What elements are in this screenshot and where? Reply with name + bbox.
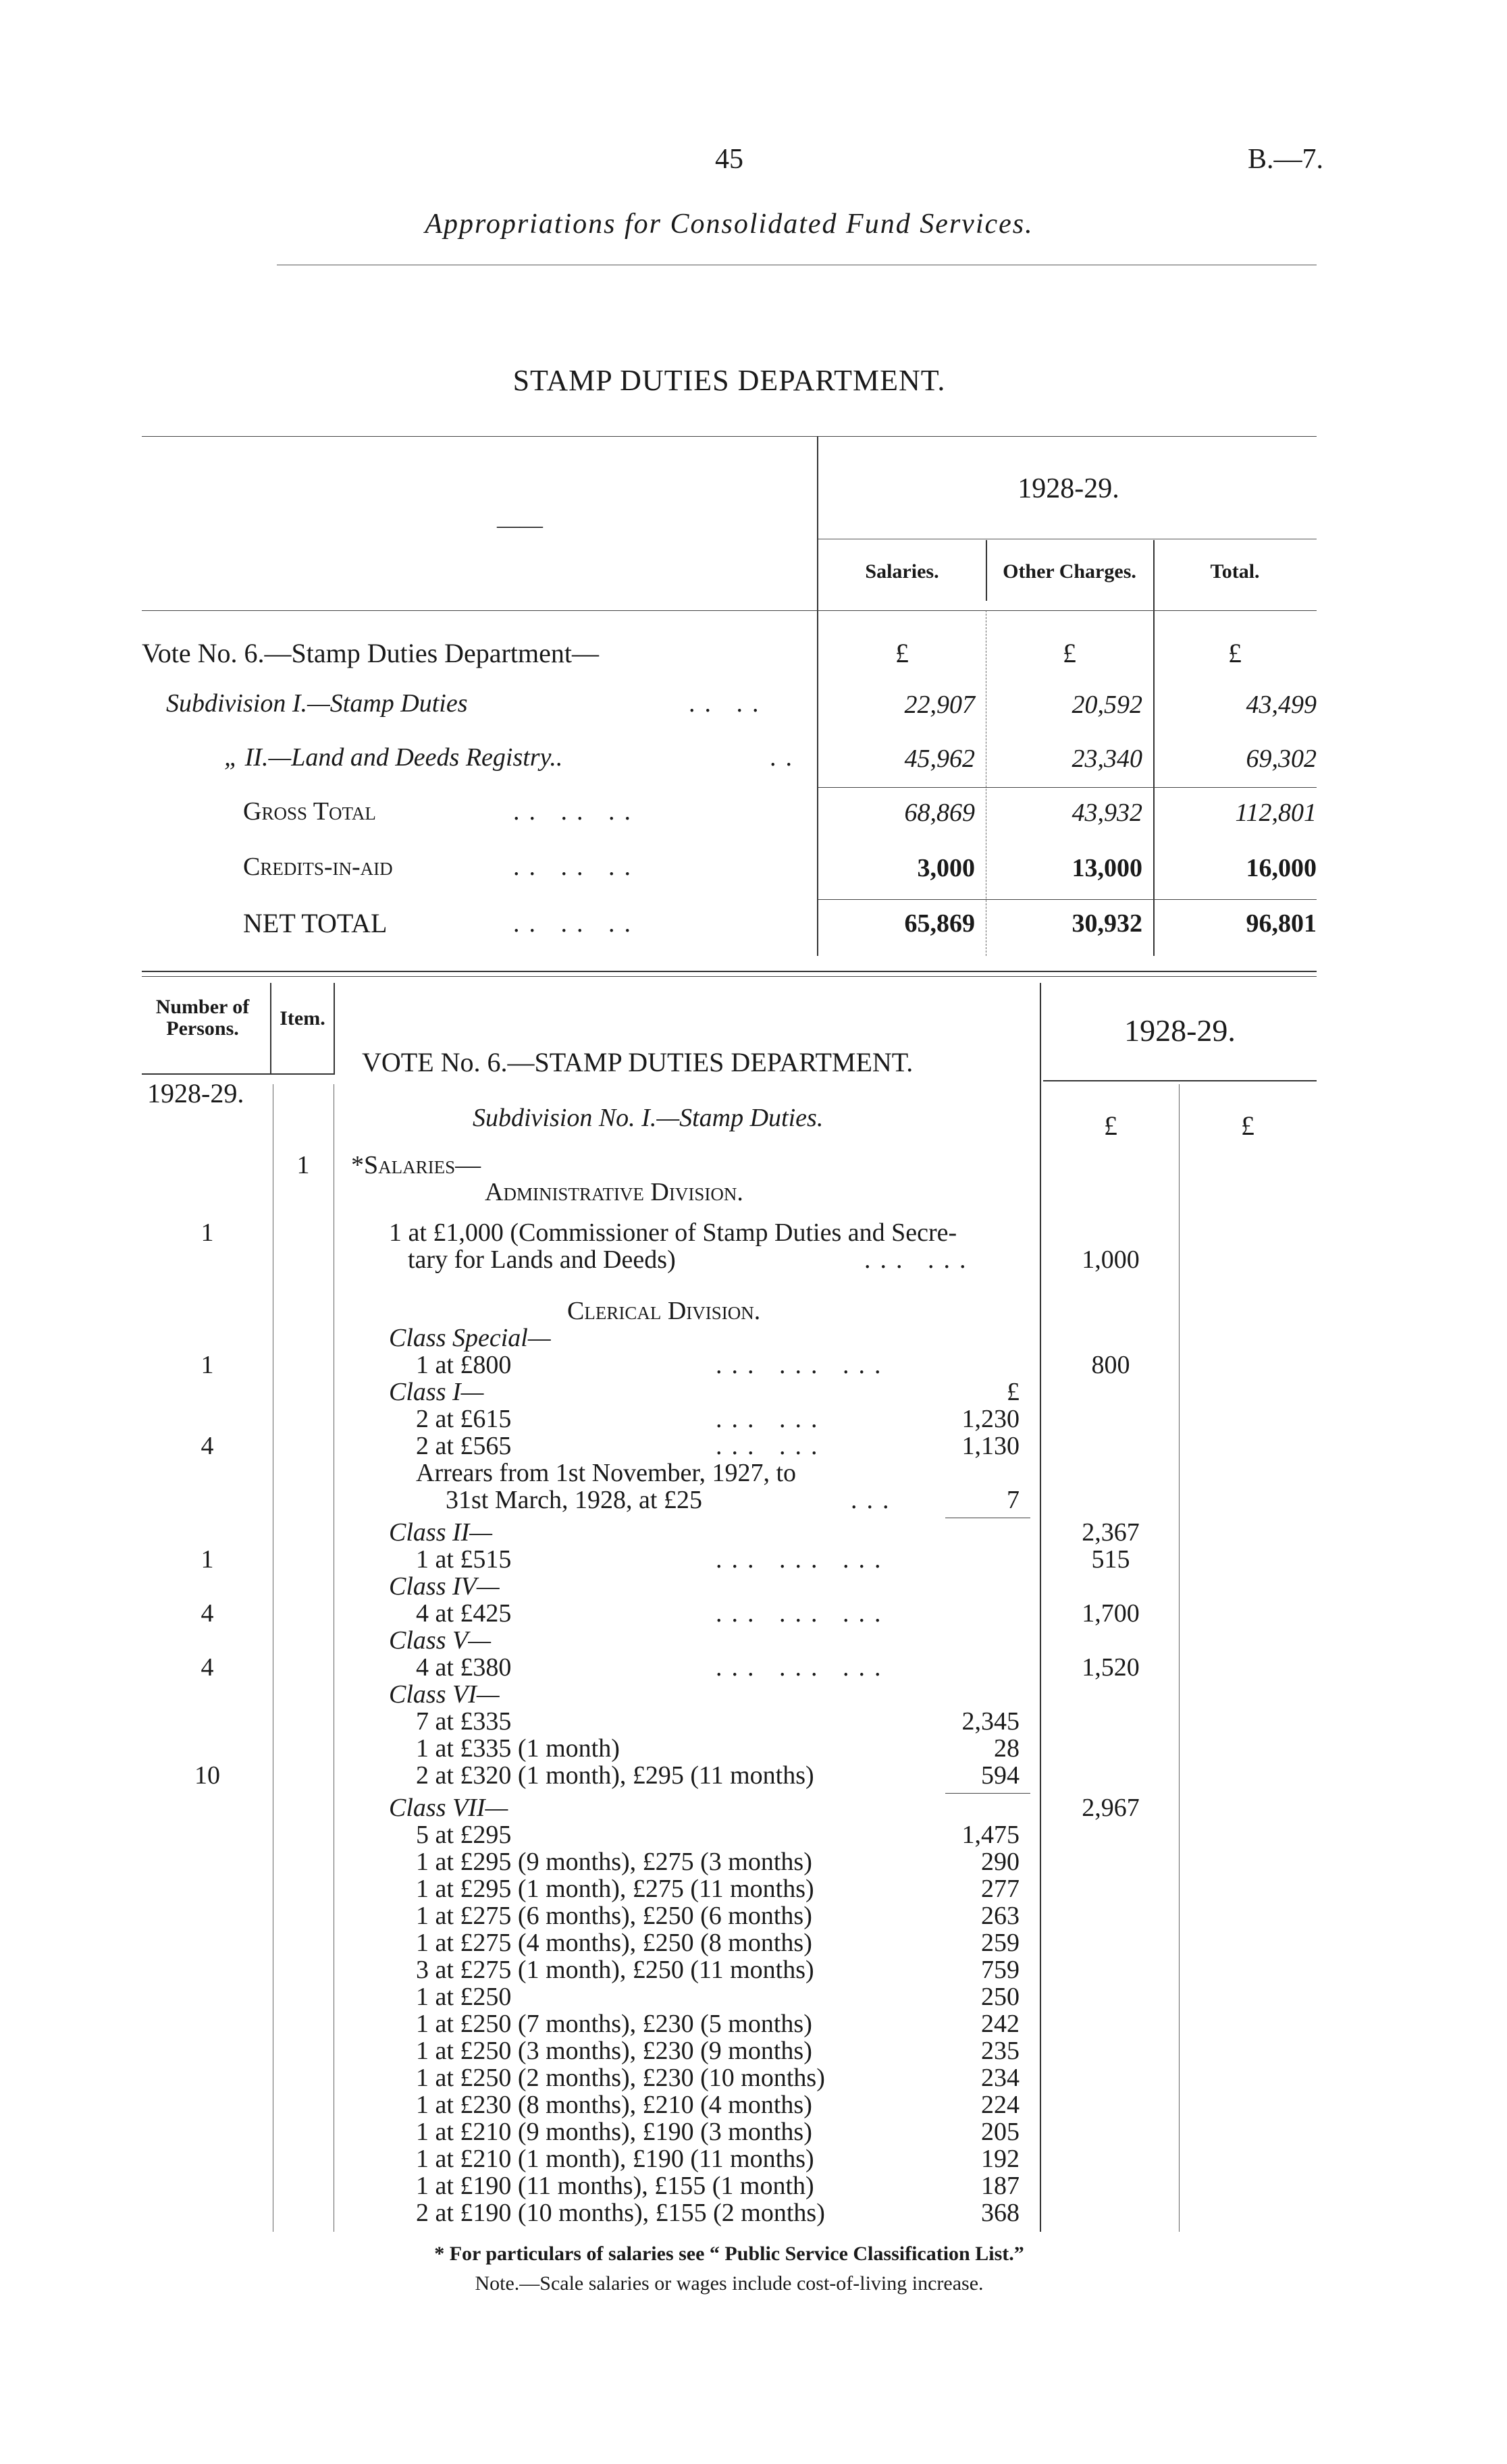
summary-gross-salaries: 68,869 — [904, 799, 975, 827]
detail-class-vii-line: 1 at £275 (4 months), £250 (8 months) — [416, 1929, 812, 1957]
detail-class-vii-val: 192 — [981, 2145, 1020, 2173]
summary-currency-total: £ — [1228, 638, 1242, 668]
detail-class-vii-val: 235 — [981, 2037, 1020, 2065]
summary-credits-label: Credits-in-aid — [243, 853, 393, 881]
detail-class-ii: Class II— — [389, 1518, 493, 1547]
detail-class-vi-total: 2,967 — [1082, 1794, 1140, 1822]
summary-credits-total: 16,000 — [1246, 854, 1317, 882]
detail-class-vii-val: 759 — [981, 1956, 1020, 1984]
summary-row-label: Subdivision I.—Stamp Duties — [166, 689, 468, 718]
summary-vote-label: Vote No. 6.—Stamp Duties Department— — [142, 638, 599, 668]
summary-row-other: 23,340 — [1072, 745, 1142, 773]
detail-arrears-dots: ... — [851, 1486, 899, 1514]
detail-class-iv: Class IV— — [389, 1572, 500, 1601]
detail-arrears-line2: 31st March, 1928, at £25 — [446, 1486, 702, 1514]
footnote-1: * For particulars of salaries see “ Public Service Classification List.” — [434, 2243, 1024, 2265]
detail-class-i: Class I— — [389, 1378, 484, 1406]
detail-class-v: Class V— — [389, 1626, 491, 1655]
detail-class-vii-val: 250 — [981, 1983, 1020, 2011]
detail-class-i-line1: 2 at £615 — [416, 1405, 512, 1433]
detail-class-iv-amount: 1,700 — [1082, 1599, 1140, 1628]
detail-special-amount: 800 — [1091, 1351, 1130, 1379]
detail-class-ii-line: 1 at £515 — [416, 1545, 512, 1574]
page-number: 45 — [715, 144, 743, 175]
detail-class-vii-val: 277 — [981, 1875, 1020, 1903]
summary-gross-total: 112,801 — [1235, 799, 1317, 827]
detail-class-vii-line: 1 at £275 (6 months), £250 (6 months) — [416, 1902, 812, 1930]
detail-class-vii-val: 187 — [981, 2172, 1020, 2200]
detail-currency-1: £ — [1104, 1110, 1117, 1141]
document-reference: B.—7. — [1247, 144, 1323, 175]
summary-net-salaries: 65,869 — [904, 909, 975, 938]
summary-col-other: Other Charges. — [1003, 560, 1136, 583]
detail-number-divider-top — [270, 983, 271, 1075]
summary-net-dots: .. .. .. — [513, 909, 640, 938]
detail-admin-division: Administrative Division. — [485, 1178, 743, 1206]
summary-header-rule — [142, 610, 1317, 611]
summary-bottom-rule-2 — [142, 976, 1317, 977]
detail-class-vii-line: 3 at £275 (1 month), £250 (11 months) — [416, 1956, 814, 1984]
detail-class-vii-val: 368 — [981, 2199, 1020, 2227]
detail-persons-year: 1928-29. — [147, 1078, 244, 1108]
detail-amount-sub-divider — [1179, 1084, 1180, 2232]
detail-class-i-val2: 1,130 — [961, 1432, 1020, 1460]
summary-row-dots: .. .. — [689, 689, 768, 718]
summary-row-salaries: 22,907 — [904, 691, 975, 719]
detail-class-vii-line: 2 at £190 (10 months), £155 (2 months) — [416, 2199, 825, 2227]
detail-vote-title: VOTE No. 6.—STAMP DUTIES DEPARTMENT. — [362, 1047, 914, 1077]
summary-credits-dots: .. .. .. — [513, 853, 640, 881]
detail-class-i-line2: 2 at £565 — [416, 1432, 512, 1460]
detail-col-number: Number of Persons. — [155, 996, 250, 1040]
detail-class-vii-line: 1 at £190 (11 months), £155 (1 month) — [416, 2172, 814, 2200]
detail-class-vii-line: 1 at £295 (9 months), £275 (3 months) — [416, 1848, 812, 1876]
detail-class-vi-rule — [945, 1793, 1030, 1794]
detail-special-line: 1 at £800 — [416, 1351, 512, 1379]
detail-class-vii-line: 1 at £230 (8 months), £210 (4 months) — [416, 2091, 812, 2119]
detail-item-divider-top — [334, 983, 335, 1075]
detail-commissioner-line2: tary for Lands and Deeds) — [408, 1246, 676, 1274]
detail-commissioner-amount: 1,000 — [1082, 1246, 1140, 1274]
detail-class-vii-val: 259 — [981, 1929, 1020, 1957]
summary-top-rule — [142, 436, 1317, 437]
detail-subdivision: Subdivision No. I.—Stamp Duties. — [473, 1104, 824, 1132]
summary-net-other: 30,932 — [1072, 909, 1142, 938]
detail-class-vi-val: 28 — [994, 1734, 1020, 1763]
detail-class-vi-line: 7 at £335 — [416, 1707, 512, 1736]
detail-class-vi-line: 1 at £335 (1 month) — [416, 1734, 620, 1763]
detail-class-vii-line: 1 at £250 (3 months), £230 (9 months) — [416, 2037, 812, 2065]
summary-net-label: NET TOTAL — [243, 908, 388, 938]
summary-credits-salaries: 3,000 — [917, 854, 975, 882]
detail-class-v-persons: 4 — [201, 1653, 214, 1682]
summary-net-total: 96,801 — [1246, 909, 1317, 938]
footnote-2: Note.—Scale salaries or wages include cost-of-living increase. — [475, 2272, 984, 2295]
summary-gross-dots: .. .. .. — [513, 797, 640, 826]
detail-class-vii-line: 1 at £210 (1 month), £190 (11 months) — [416, 2145, 814, 2173]
detail-special-dots: ... ... ... — [716, 1351, 891, 1379]
detail-clerical-division: Clerical Division. — [567, 1297, 761, 1325]
detail-class-v-amount: 1,520 — [1082, 1653, 1140, 1682]
detail-class-iv-dots: ... ... ... — [716, 1599, 891, 1628]
detail-class-vi-persons: 10 — [194, 1761, 220, 1790]
detail-class-i-dots2: ... ... — [716, 1432, 827, 1460]
summary-row-label: „ II.—Land and Deeds Registry.. — [224, 743, 563, 772]
detail-class-vii-line: 1 at £250 (2 months), £230 (10 months) — [416, 2064, 825, 2092]
detail-number-rule — [142, 1073, 334, 1075]
detail-commissioner-persons: 1 — [201, 1218, 214, 1247]
detail-class-vi-line: 2 at £320 (1 month), £295 (11 months) — [416, 1761, 814, 1790]
summary-gross-other: 43,932 — [1072, 799, 1142, 827]
detail-class-vii-val: 242 — [981, 2010, 1020, 2038]
detail-class-vii: Class VII— — [389, 1794, 508, 1822]
detail-currency-2: £ — [1241, 1110, 1254, 1141]
detail-class-vi-val: 594 — [981, 1761, 1020, 1790]
summary-row-dots: .. — [770, 743, 801, 772]
summary-bottom-rule-1 — [142, 971, 1317, 972]
detail-year-rule — [1043, 1080, 1317, 1081]
summary-col-total: Total. — [1210, 560, 1260, 583]
summary-stub-dash: —— — [497, 513, 543, 538]
page-subtitle: Appropriations for Consolidated Fund Services. — [425, 209, 1034, 240]
detail-class-vii-line: 1 at £210 (9 months), £190 (3 months) — [416, 2118, 812, 2146]
detail-amount-divider — [1040, 983, 1041, 2232]
summary-currency-salaries: £ — [895, 638, 909, 668]
detail-class-v-dots: ... ... ... — [716, 1653, 891, 1682]
detail-item-number: 1 — [296, 1151, 310, 1179]
detail-special-persons: 1 — [201, 1351, 214, 1379]
summary-row-total: 43,499 — [1246, 691, 1317, 719]
detail-class-vii-line: 1 at £250 (7 months), £230 (5 months) — [416, 2010, 812, 2038]
detail-class-vii-val: 290 — [981, 1848, 1020, 1876]
detail-class-vii-val: 224 — [981, 2091, 1020, 2119]
summary-row-total: 69,302 — [1246, 745, 1317, 773]
detail-class-vii-val: 234 — [981, 2064, 1020, 2092]
detail-class-ii-amount: 515 — [1091, 1545, 1130, 1574]
detail-col-item: Item. — [280, 1007, 325, 1029]
detail-class-vii-val: 1,475 — [961, 1821, 1020, 1849]
summary-subtotal-rule — [818, 787, 1317, 788]
detail-class-vii-val: 263 — [981, 1902, 1020, 1930]
detail-class-iv-persons: 4 — [201, 1599, 214, 1628]
detail-arrears-line1: Arrears from 1st November, 1927, to — [416, 1459, 797, 1487]
summary-row-other: 20,592 — [1072, 691, 1142, 719]
detail-class-ii-persons: 1 — [201, 1545, 214, 1574]
detail-year-header: 1928-29. — [1124, 1013, 1236, 1048]
detail-class-ii-dots: ... ... ... — [716, 1545, 891, 1574]
summary-gross-label: Gross Total — [243, 797, 376, 826]
detail-class-i-total: 2,367 — [1082, 1518, 1140, 1547]
detail-class-vi-val: 2,345 — [961, 1707, 1020, 1736]
detail-class-vii-val: 205 — [981, 2118, 1020, 2146]
detail-class-i-pound: £ — [1007, 1378, 1020, 1406]
detail-class-special: Class Special— — [389, 1324, 551, 1352]
detail-class-i-val1: 1,230 — [961, 1405, 1020, 1433]
detail-class-vii-line: 5 at £295 — [416, 1821, 512, 1849]
summary-currency-other: £ — [1063, 638, 1076, 668]
department-title: STAMP DUTIES DEPARTMENT. — [512, 364, 946, 397]
summary-credits-other: 13,000 — [1072, 854, 1142, 882]
summary-col-salaries: Salaries. — [865, 560, 939, 583]
detail-class-i-persons: 4 — [201, 1432, 214, 1460]
detail-class-i-dots1: ... ... — [716, 1405, 827, 1433]
detail-class-vii-line: 1 at £295 (1 month), £275 (11 months) — [416, 1875, 814, 1903]
summary-row-salaries: 45,962 — [904, 745, 975, 773]
detail-commissioner-dots: ... ... — [864, 1246, 976, 1274]
detail-salaries-heading: *Salaries— — [351, 1151, 481, 1179]
detail-class-iv-line: 4 at £425 — [416, 1599, 512, 1628]
detail-class-vii-line: 1 at £250 — [416, 1983, 512, 2011]
detail-arrears-val: 7 — [1007, 1486, 1020, 1514]
summary-net-rule — [818, 899, 1317, 900]
detail-class-v-line: 4 at £380 — [416, 1653, 512, 1682]
detail-class-vi: Class VI— — [389, 1680, 500, 1709]
summary-year: 1928-29. — [1017, 473, 1119, 504]
detail-commissioner-line1: 1 at £1,000 (Commissioner of Stamp Duties and Secre- — [389, 1218, 957, 1247]
